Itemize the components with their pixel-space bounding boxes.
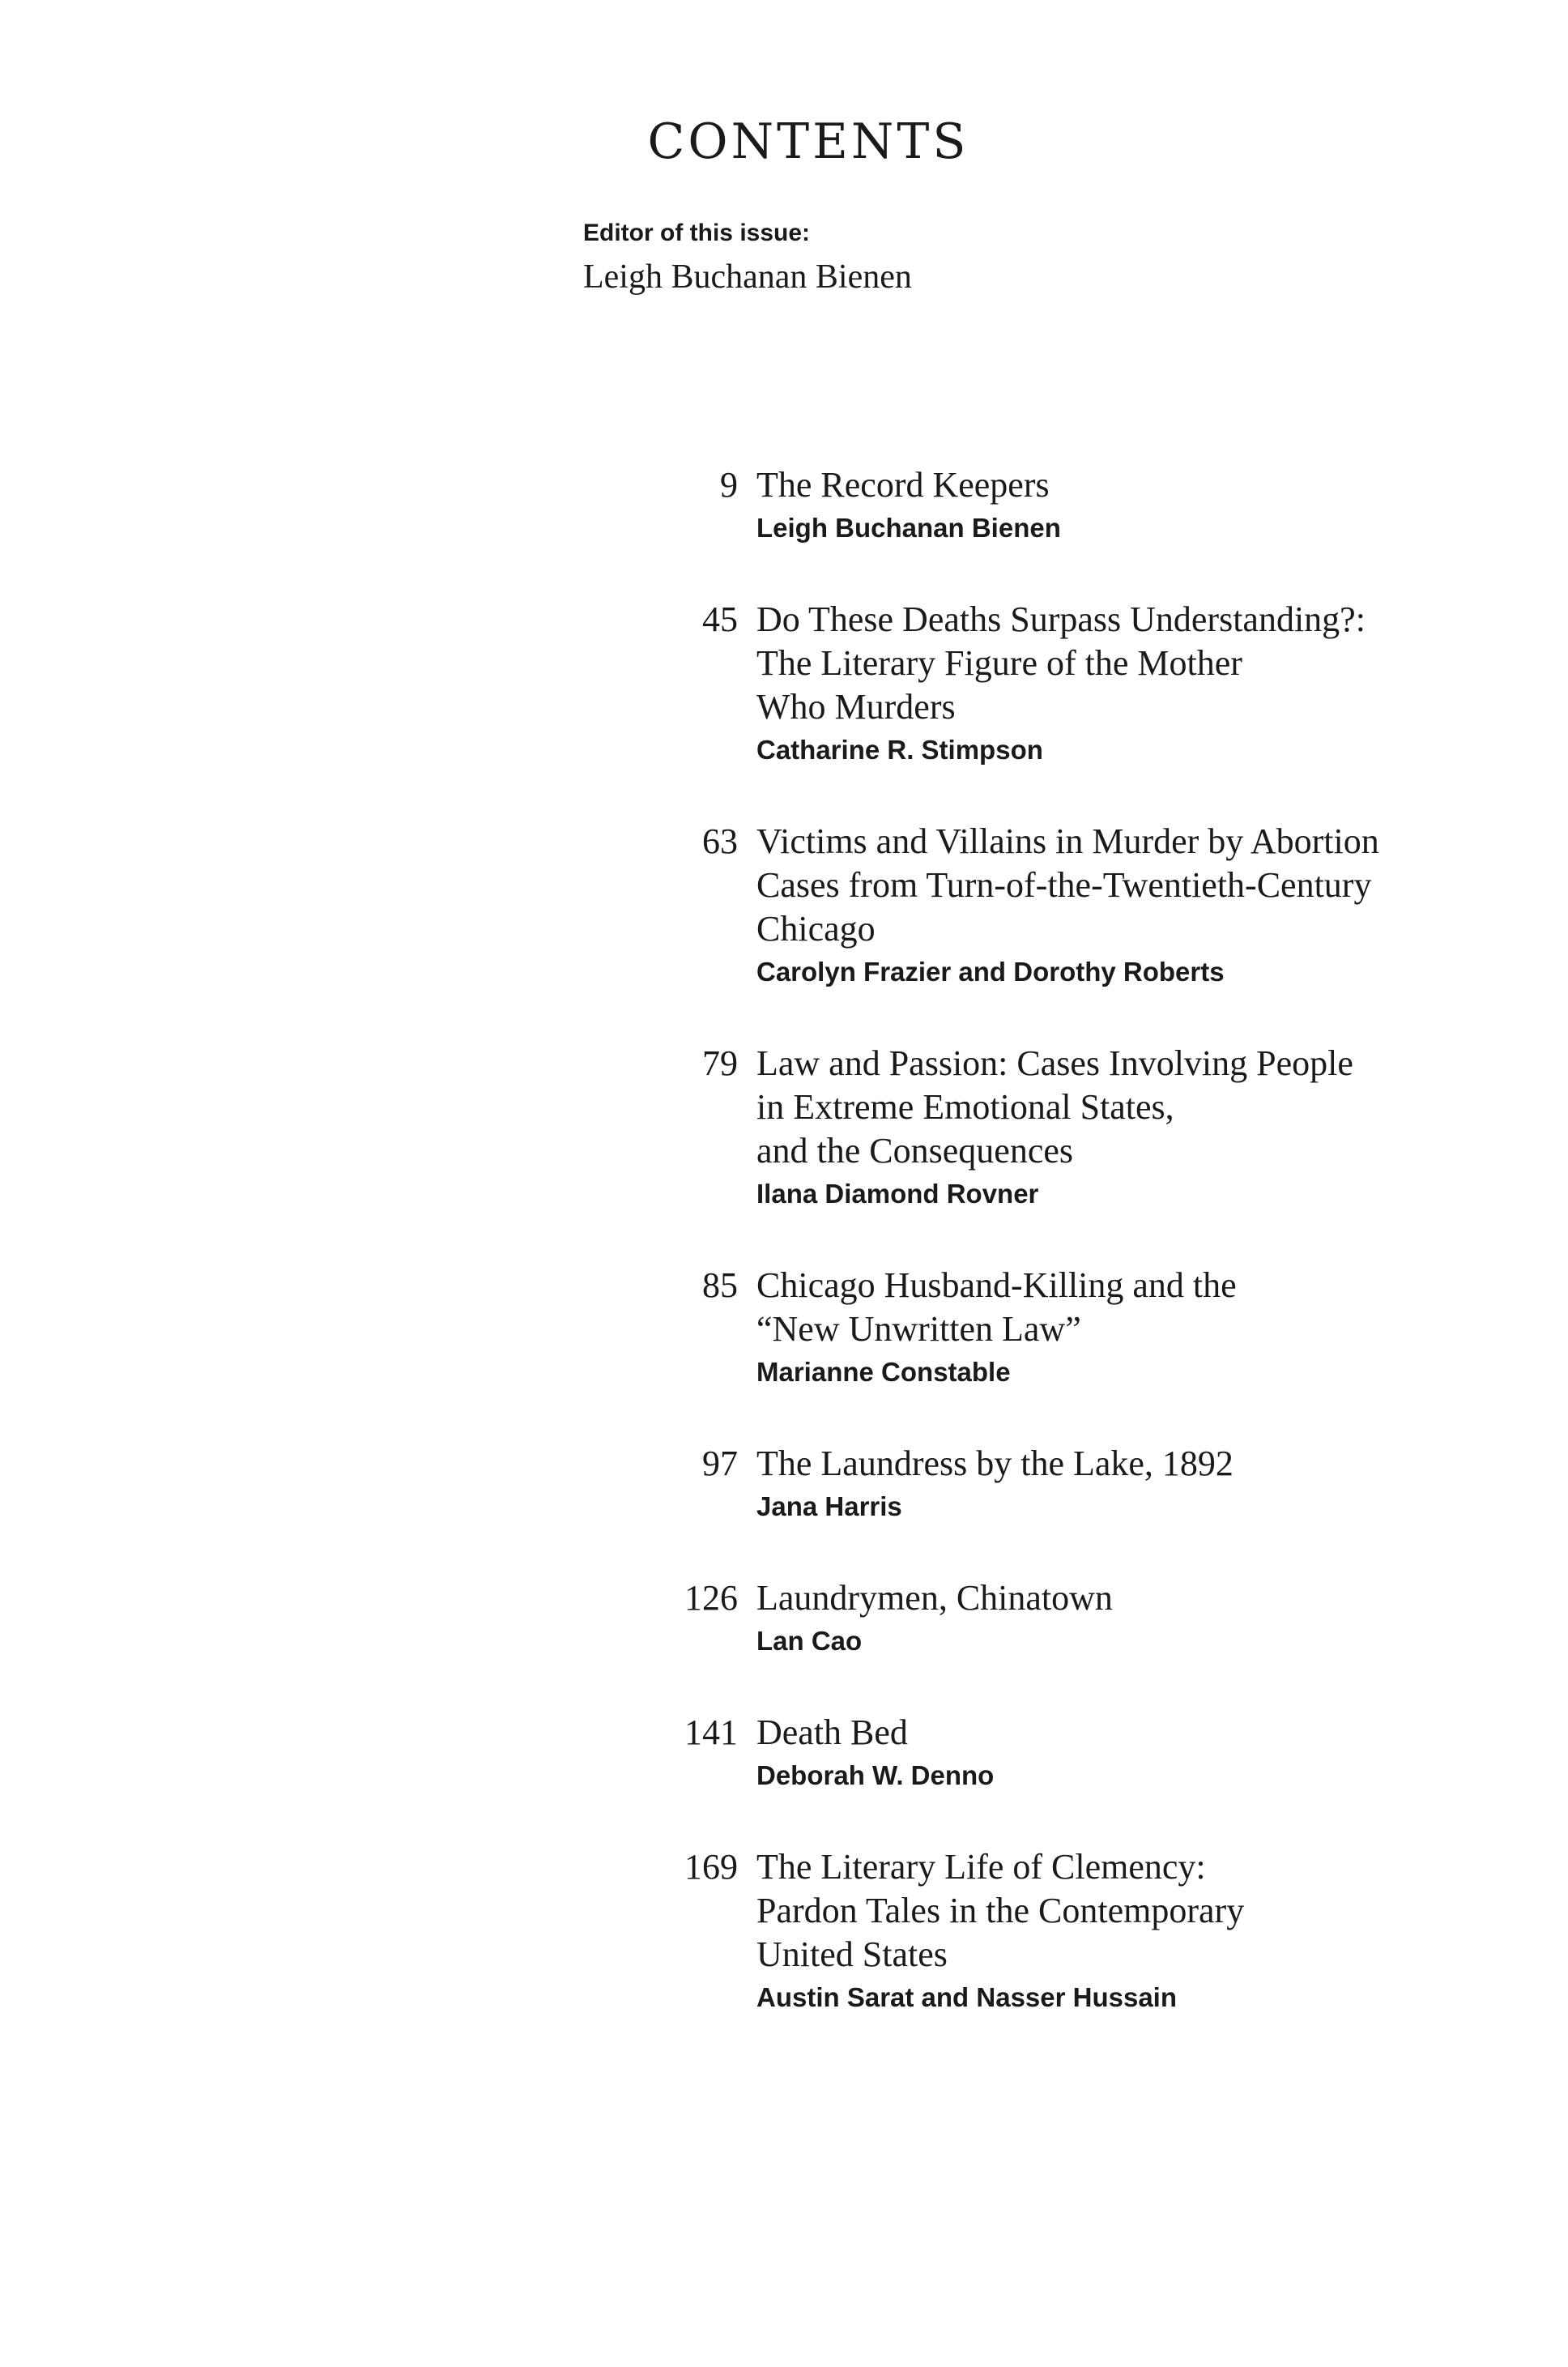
- toc-page-number: 63: [702, 821, 738, 861]
- toc-entry: [0, 1042, 1568, 1213]
- toc-entry-title-line: Do These Deaths Surpass Understanding?:: [756, 599, 1366, 639]
- toc-entry-title: [756, 1264, 1526, 1351]
- table-of-contents: [0, 463, 1568, 2067]
- toc-entry-author: Ilana Diamond Rovner: [756, 1179, 1039, 1209]
- toc-entry-title-line: Pardon Tales in the Contemporary: [756, 1891, 1245, 1930]
- toc-entry-body: [756, 1264, 1526, 1392]
- toc-entry-title: [756, 598, 1526, 729]
- toc-entry-body: [756, 463, 1526, 548]
- toc-page-number: 85: [702, 1265, 738, 1305]
- toc-entry-title: [756, 1845, 1526, 1977]
- toc-entry-body: [756, 598, 1526, 770]
- toc-page-number: 97: [702, 1444, 738, 1483]
- toc-entry-author: Carolyn Frazier and Dorothy Roberts: [756, 957, 1225, 987]
- toc-entry-body: [756, 1845, 1526, 2017]
- toc-entry-title-line: Chicago: [756, 909, 876, 949]
- toc-entry-author: Deborah W. Denno: [756, 1760, 995, 1790]
- toc-entry-author: Leigh Buchanan Bienen: [756, 513, 1061, 543]
- toc-page-number: 169: [684, 1847, 738, 1887]
- toc-entry-title: [756, 1576, 1526, 1620]
- toc-entry-author: Austin Sarat and Nasser Hussain: [756, 1982, 1178, 2012]
- toc-entry-author: Jana Harris: [756, 1491, 902, 1521]
- toc-page-number: 126: [684, 1578, 738, 1618]
- toc-entry-title: [756, 820, 1526, 951]
- toc-page-number: 45: [702, 599, 738, 639]
- toc-entry-title-line: The Record Keepers: [756, 465, 1050, 505]
- toc-entry-title-line: The Literary Figure of the Mother: [756, 643, 1242, 683]
- toc-entry-title: [756, 463, 1526, 507]
- toc-entry-author: Marianne Constable: [756, 1357, 1011, 1387]
- toc-entry-title-line: Cases from Turn-of-the-Twentieth-Century: [756, 865, 1372, 905]
- toc-entry: [0, 1264, 1568, 1392]
- toc-entry: [0, 1576, 1568, 1661]
- toc-entry-body: [756, 1711, 1526, 1795]
- toc-entry: [0, 1442, 1568, 1526]
- toc-entry-title-line: Who Murders: [756, 687, 956, 727]
- toc-entry-title-line: Law and Passion: Cases Involving People: [756, 1043, 1353, 1083]
- toc-entry: [0, 1711, 1568, 1795]
- toc-entry-title-line: Death Bed: [756, 1712, 908, 1752]
- toc-entry: [0, 1845, 1568, 2017]
- toc-entry-body: [756, 820, 1526, 992]
- toc-entry-body: [756, 1442, 1526, 1526]
- toc-entry-title-line: Victims and Villains in Murder by Abortion: [756, 821, 1379, 861]
- toc-entry: [0, 463, 1568, 548]
- toc-entry-title: [756, 1711, 1526, 1755]
- toc-entry-author: Catharine R. Stimpson: [756, 735, 1043, 765]
- editor-block: [583, 217, 912, 298]
- toc-entry-title-line: “New Unwritten Law”: [756, 1309, 1081, 1349]
- toc-page-number: 79: [702, 1043, 738, 1083]
- toc-entry-title-line: Chicago Husband-Killing and the: [756, 1265, 1237, 1305]
- toc-entry-body: [756, 1576, 1526, 1661]
- toc-entry-author: Lan Cao: [756, 1626, 863, 1656]
- toc-entry-title-line: and the Consequences: [756, 1131, 1073, 1171]
- toc-page-number: 9: [720, 465, 738, 505]
- toc-entry-title-line: The Literary Life of Clemency:: [756, 1847, 1206, 1887]
- toc-entry: [0, 820, 1568, 992]
- toc-entry-title: [756, 1042, 1526, 1173]
- toc-entry-title-line: in Extreme Emotional States,: [756, 1087, 1174, 1127]
- toc-entry-title-line: United States: [756, 1934, 948, 1974]
- toc-entry-body: [756, 1042, 1526, 1213]
- toc-entry-title-line: The Laundress by the Lake, 1892: [756, 1444, 1234, 1483]
- toc-entry: [0, 598, 1568, 770]
- editor-name: Leigh Buchanan Bienen: [583, 258, 912, 296]
- toc-entry-title-line: Laundrymen, Chinatown: [756, 1578, 1113, 1618]
- page-title: CONTENTS: [647, 113, 969, 170]
- editor-label: Editor of this issue:: [583, 220, 811, 246]
- toc-page-number: 141: [684, 1712, 738, 1752]
- toc-entry-title: [756, 1442, 1526, 1486]
